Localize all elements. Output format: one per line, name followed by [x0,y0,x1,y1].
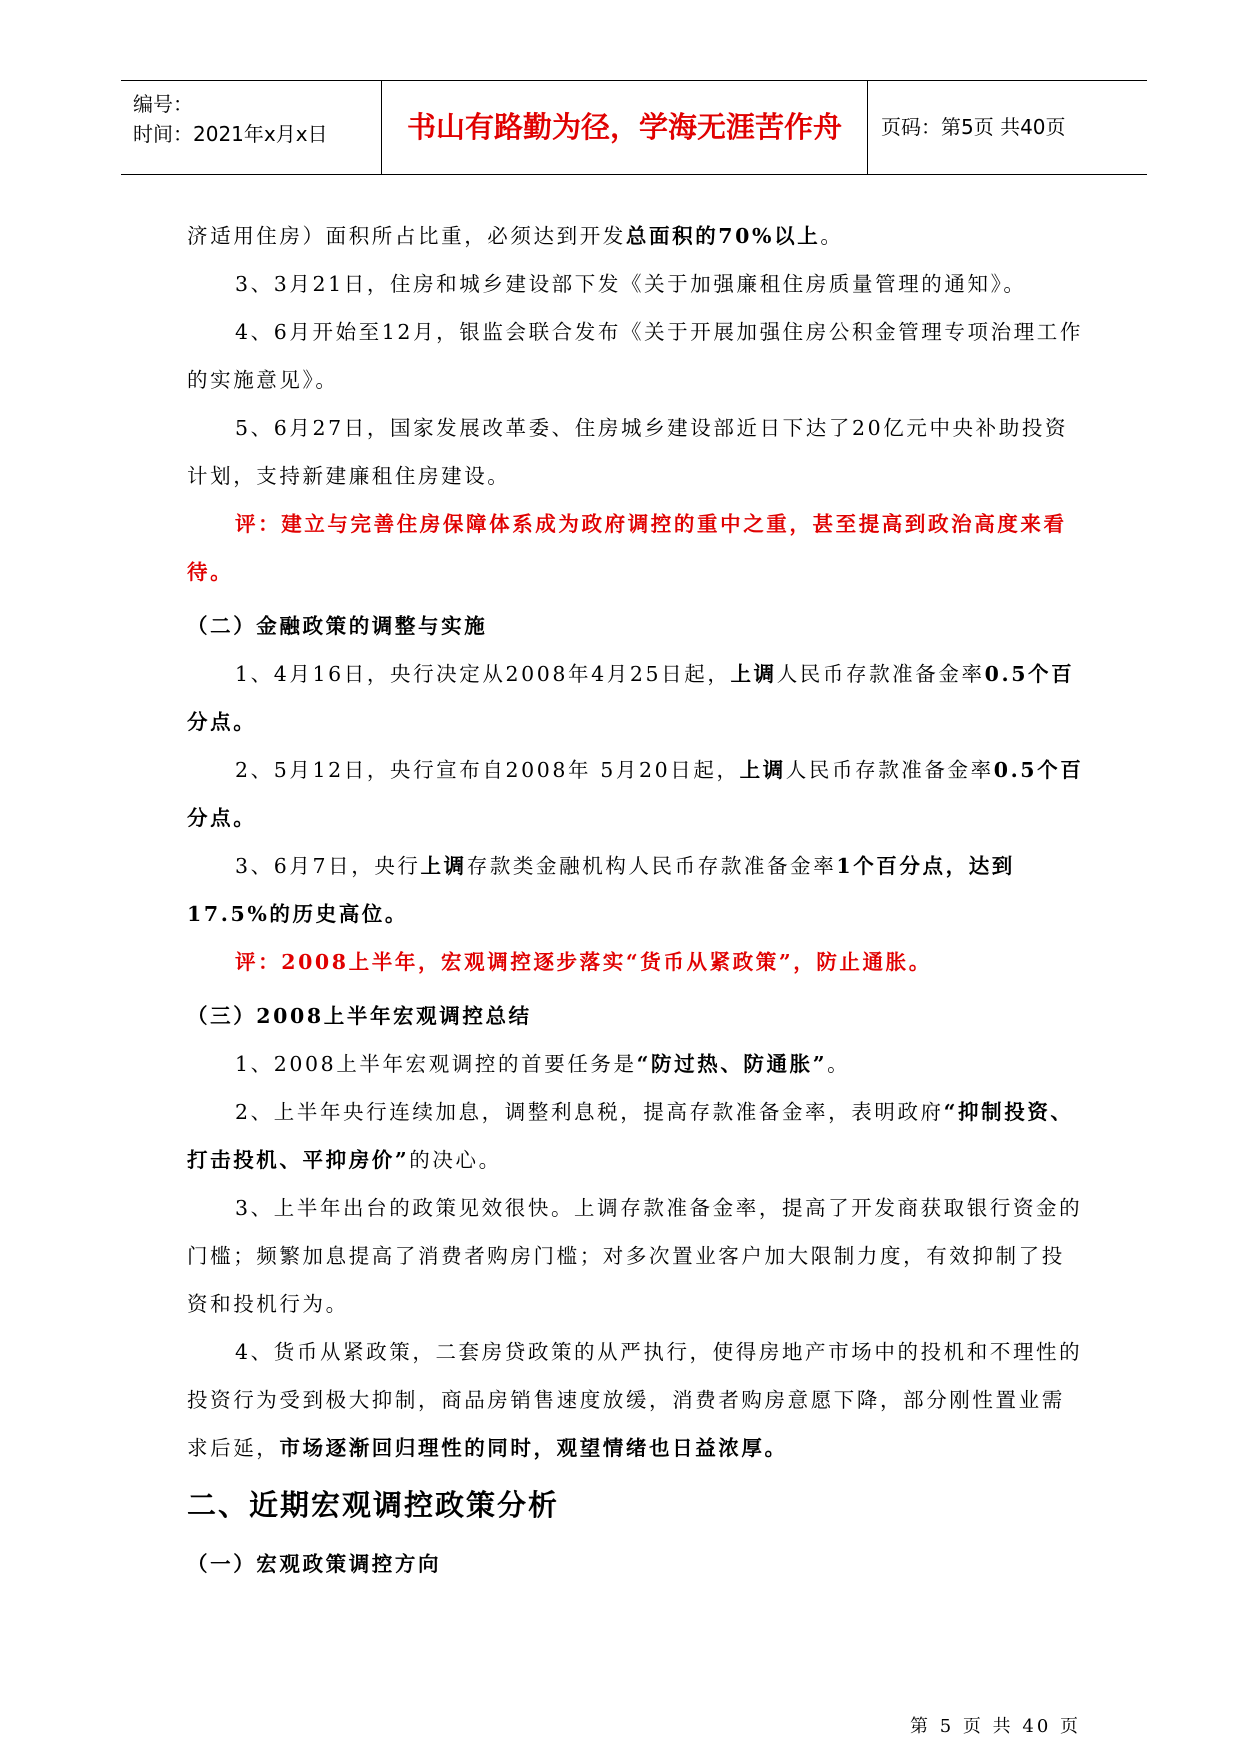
paragraph: 4、6月开始至12月，银监会联合发布《关于开展加强住房公积金管理专项治理工作的实施意见》。 [187,320,1083,392]
paragraph [187,212,1085,260]
bold-text: “防过热、防通胀” [636,1052,828,1076]
text-run: 2、5月12日，央行宣布自2008年 5月20日起， [235,758,740,782]
chapter-heading: 二、近期宏观调控政策分析 [187,1488,560,1522]
bold-text: “抑制投资、打击投机、平抑房价” [187,1100,1074,1172]
page-header [121,80,1147,175]
bold-text: 上调 [739,758,786,782]
section-heading: （一）宏观政策调控方向 [187,1552,442,1576]
header-page-number: 页码：第5页 共40页 [881,115,1066,139]
bold-text: 上调 [420,854,467,878]
document-number-label: 编号： [133,92,193,116]
bold-text: 0.5个百分点。 [187,758,1084,830]
paragraph [187,1088,1085,1184]
document-time-label: 时间：2021年x月x日 [133,122,328,146]
text-run: 的决心。 [409,1148,502,1172]
header-divider [867,81,868,174]
bold-text: 0.5个百分点。 [187,662,1075,734]
comment-paragraph: 评：2008上半年，宏观调控逐步落实“货币从紧政策”，防止通胀。 [235,950,932,974]
bold-text: 总面积的70%以上 [625,224,821,248]
bold-text: 市场逐渐回归理性的同时，观望情绪也日益浓厚。 [279,1436,788,1460]
text-run: 1、2008上半年宏观调控的首要任务是 [235,1052,637,1076]
paragraph [187,650,1085,746]
text-run: 人民币存款准备金率 [776,662,985,686]
paragraph [187,842,1085,938]
paragraph: 3、上半年出台的政策见效很快。上调存款准备金率，提高了开发商获取银行资金的门槛；频繁加息提高了消费者购房门槛；对多次置业客户加大限制力度，有效抑制了投资和投机行为。 [187,1196,1083,1316]
text-run: 。 [820,224,844,248]
section-heading: （三）2008上半年宏观调控总结 [187,1004,532,1028]
bold-text: 上调 [730,662,777,686]
text-run: 。 [827,1052,851,1076]
text-run: 2、上半年央行连续加息，调整利息税，提高存款准备金率，表明政府 [235,1100,944,1124]
document-body [187,212,1085,1588]
text-run: 人民币存款准备金率 [785,758,994,782]
paragraph [187,1328,1085,1472]
text-run: 3、6月7日，央行 [235,854,421,878]
text-run: 1、4月16日，央行决定从2008年4月25日起， [235,662,731,686]
text-run: 存款类金融机构人民币存款准备金率 [466,854,837,878]
bold-text: 1个百分点，达到17.5%的历史高位。 [187,854,1015,926]
paragraph [187,746,1085,842]
header-meta [133,89,328,149]
paragraph: 5、6月27日，国家发展改革委、住房城乡建设部近日下达了20亿元中央补助投资计划，支持新建廉租住房建设。 [187,416,1069,488]
page-footer: 第 5 页 共 40 页 [910,1716,1081,1737]
paragraph: 3、3月21日，住房和城乡建设部下发《关于加强廉租住房质量管理的通知》。 [235,272,1027,296]
text-run: 济适用住房）面积所占比重，必须达到开发 [187,224,626,248]
paragraph [187,1040,1085,1088]
comment-paragraph: 评：建立与完善住房保障体系成为政府调控的重中之重，甚至提高到政治高度来看待。 [187,512,1067,584]
section-heading: （二）金融政策的调整与实施 [187,614,488,638]
header-motto: 书山有路勤为径，学海无涯苦作舟 [406,110,842,144]
text-run: 4、货币从紧政策，二套房贷政策的从严执行，使得房地产市场中的投机和不理性的投资行为受到极大抑制，商品房销售速度放缓，消费者购房意愿下降，部分刚性置业需求后延， [187,1340,1083,1460]
